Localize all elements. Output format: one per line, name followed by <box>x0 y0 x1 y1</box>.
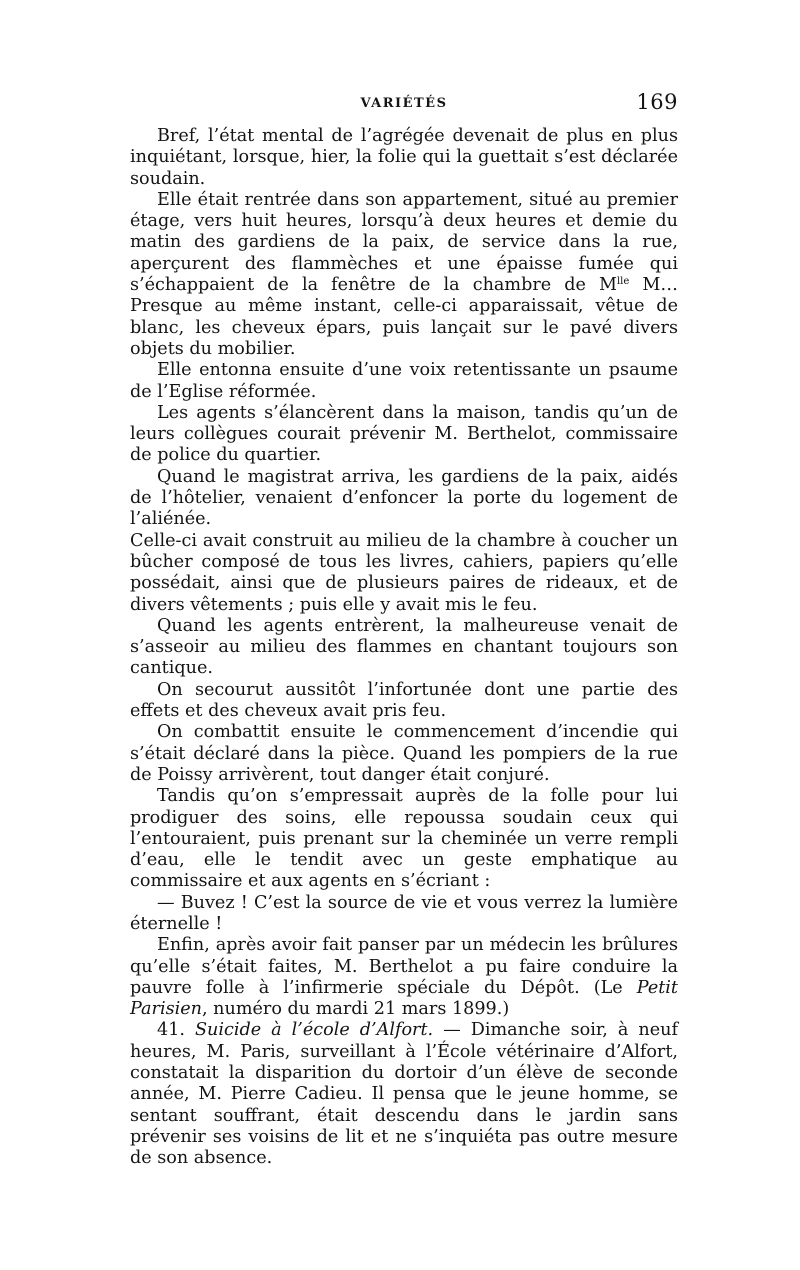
page-number: 169 <box>636 90 678 114</box>
entry-title: Suicide à l’école d’Alfort. <box>194 1020 434 1041</box>
running-head: VARIÉTÉS <box>360 96 448 111</box>
text-run: — Dimanche soir, à neuf heures, M. Paris, surveillant à l’École vétérinaire d’Alfort, constatait la disparition du dortoir d’un élève de seconde année, M. Pierre Cadieu. Il pensa que le jeune homme, se sentant souffrant, était descendu dans le jardin sans prévenir ses voisins de lit et ne s’inquiéta pas outre mesure de son absence. <box>130 1020 678 1169</box>
paragraph <box>130 1020 678 1169</box>
paragraph <box>130 190 678 360</box>
paragraph: Tandis qu’on s’empressait auprès de la folle pour lui prodiguer des soins, elle repoussa soudain ceux qui l’entouraient, puis prenant sur la cheminée un verre rempli d’eau, elle le tendit avec un geste emphatique au commissaire et aux agents en s’écriant : <box>130 786 678 892</box>
paragraph: Quand les agents entrèrent, la malheureuse venait de s’asseoir au milieu des flammes en chantant toujours son cantique. <box>130 615 678 679</box>
newspaper-title: Petit Parisien <box>130 977 678 1020</box>
page-header <box>130 92 678 118</box>
paragraph: Elle entonna ensuite d’une voix retentissante un psaume de l’Eglise réformée. <box>130 360 678 402</box>
text-run: Enfin, après avoir fait panser par un médecin les brûlures qu’elle s’était faites, M. Berthelot a pu faire conduire la pauvre folle à l’infirmerie spéciale du Dépôt. (Le <box>130 935 678 998</box>
text-run: Elle était rentrée dans son appartement, situé au premier étage, vers huit heures, lorsqu’à deux heures et demie du matin des gardiens de la paix, de service dans la rue, aperçurent des flammèches et une épaisse fumée qui s’échappaient de la fenêtre de la chambre de M <box>130 189 678 296</box>
paragraph <box>130 935 678 1020</box>
text-run: M… Presque au même instant, celle-ci apparaissait, vêtue de blanc, les cheveux épars, puis lançait sur le pavé divers objets du mobilier. <box>130 275 678 359</box>
paragraph: Les agents s’élancèrent dans la maison, tandis qu’un de leurs collègues courait prévenir M. Berthelot, commissaire de police du quartier. <box>130 402 678 466</box>
paragraph: On combattit ensuite le commencement d’incendie qui s’était déclaré dans la pièce. Quand les pompiers de la rue de Poissy arrivèrent, tout danger était conjuré. <box>130 722 678 785</box>
paragraph: — Buvez ! C’est la source de vie et vous verrez la lumière éternelle ! <box>130 892 678 934</box>
superscript: lle <box>616 276 630 288</box>
paragraph: On secourut aussitôt l’infortunée dont une partie des effets et des cheveux avait pris feu. <box>130 679 678 722</box>
paragraph: Quand le magistrat arriva, les gardiens de la paix, aidés de l’hôtelier, venaient d’enfoncer la porte du logement de l’aliénée. <box>130 466 678 530</box>
body-text <box>130 126 678 1170</box>
entry-number: 41. <box>157 1020 195 1041</box>
paragraph: Celle-ci avait construit au milieu de la chambre à coucher un bûcher composé de tous les livres, cahiers, papiers qu’elle possédait, ainsi que de plusieurs paires de rideaux, et de divers vêtements ; puis elle y avait mis le feu. <box>130 530 678 615</box>
paragraph: Bref, l’état mental de l’agrégée devenait de plus en plus inquiétant, lorsque, hier, la folie qui la guettait s’est déclarée soudain. <box>130 126 678 189</box>
text-run: , numéro du mardi 21 mars 1899.) <box>201 999 510 1020</box>
